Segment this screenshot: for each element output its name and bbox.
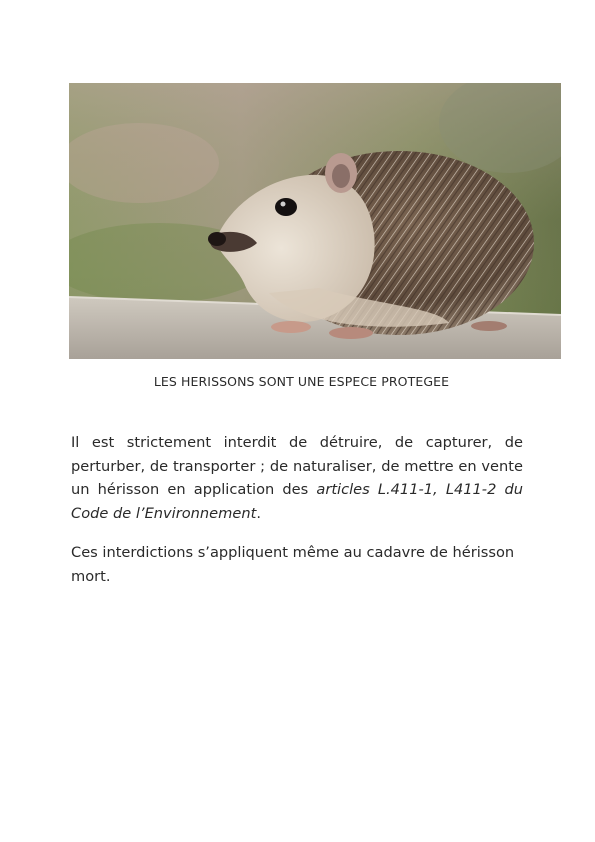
page-title: LES HERISSONS SONT UNE ESPECE PROTEGEE — [153, 374, 450, 389]
hedgehog-photo — [69, 83, 561, 359]
legal-reference: articles L.411-1, L411-2 du Code de l’Environnement — [71, 481, 523, 522]
paragraph-carcass: Ces interdictions s’appliquent même au cadavre de hérisson mort. — [71, 544, 515, 585]
paragraph-prohibition-end: . — [256, 504, 261, 522]
paragraph-prohibition-text: Il est strictement interdit de détruire, de capturer, de perturber, de transporter ; de naturaliser, de mettre en vente un hérisson en application des — [71, 434, 523, 498]
paragraph-prohibition — [71, 431, 523, 525]
body-text — [71, 431, 523, 588]
